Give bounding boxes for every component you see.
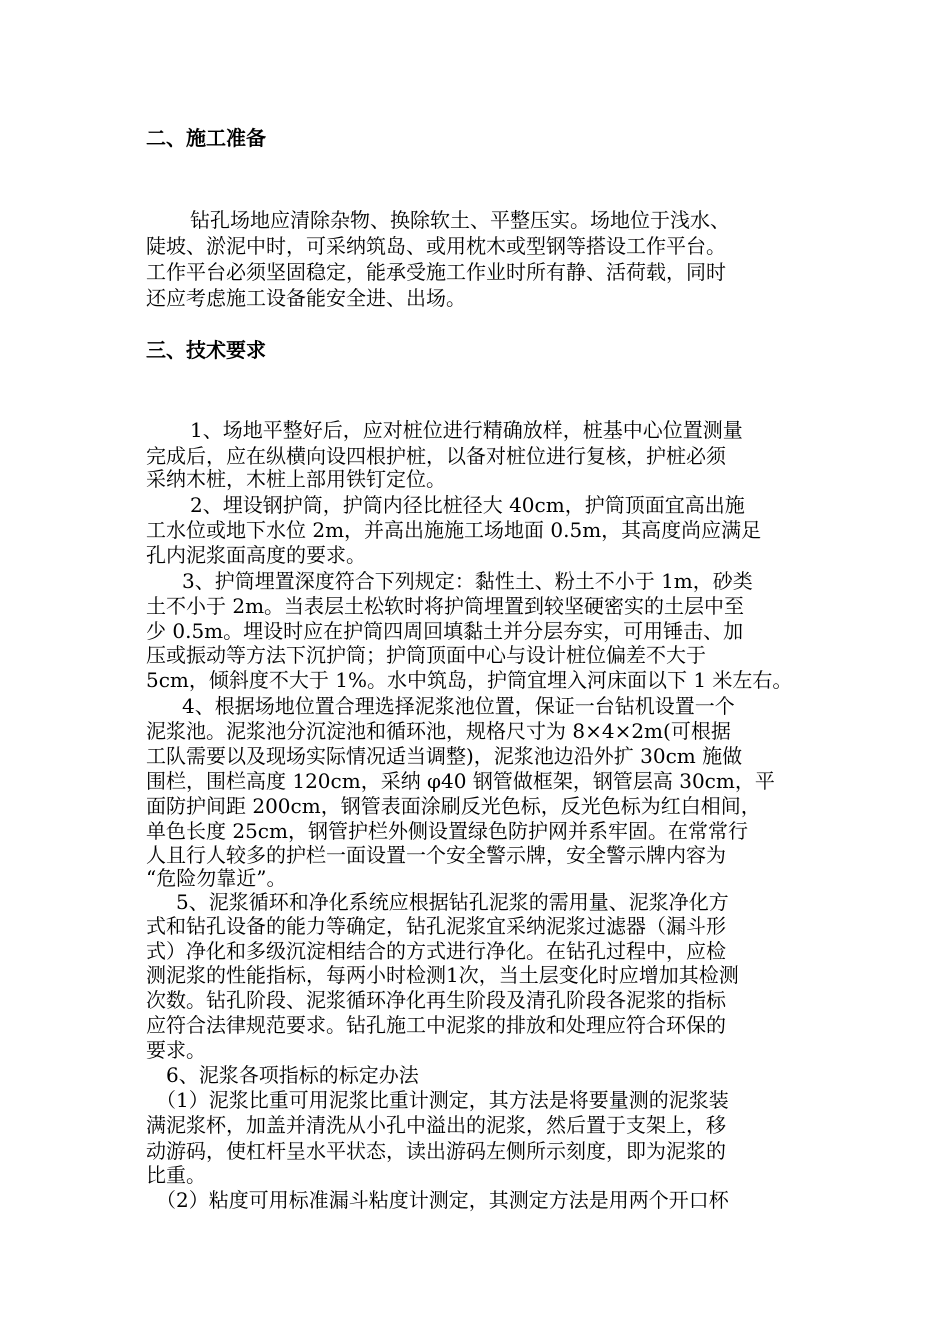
- paragraph-line: 1、场地平整好后，应对桩位进行精确放样，桩基中心位置测量: [190, 418, 743, 442]
- paragraph-line: 采纳木桩，木桩上部用铁钉定位。: [146, 467, 446, 491]
- paragraph-line: 3、护筒埋置深度符合下列规定：黏性土、粉土不小于 1m，砂类: [182, 569, 753, 593]
- paragraph-line: 工队需要以及现场实际情况适当调整)，泥浆池边沿外扩 30cm 施做: [146, 744, 743, 768]
- paragraph-line: 动游码，使杠杆呈水平状态，读出游码左侧所示刻度，即为泥浆的: [146, 1139, 726, 1163]
- paragraph-line: 式和钻孔设备的能力等确定，钻孔泥浆宜采纳泥浆过滤器（漏斗形: [146, 914, 726, 938]
- paragraph-line: 土不小于 2m。当表层土松软时将护筒埋置到较坚硬密实的土层中至: [146, 594, 745, 618]
- paragraph-line: 5、泥浆循环和净化系统应根据钻孔泥浆的需用量、泥浆净化方: [176, 890, 729, 914]
- section-heading-preparation: 二、施工准备: [146, 126, 266, 150]
- paragraph-line: 围栏，围栏高度 120cm，采纳 φ40 钢管做框架，钢管层高 30cm，平: [146, 769, 775, 793]
- paragraph-line: 6、泥浆各项指标的标定办法: [166, 1063, 419, 1087]
- paragraph-line: 压或振动等方法下沉护筒；护筒顶面中心与设计桩位偏差不大于: [146, 643, 706, 667]
- paragraph-line: 还应考虑施工设备能安全进、出场。: [146, 286, 466, 310]
- paragraph-line: 泥浆池。泥浆池分沉淀池和循环池，规格尺寸为 8×4×2m(可根据: [146, 719, 731, 743]
- paragraph-line: 次数。钻孔阶段、泥浆循环净化再生阶段及清孔阶段各泥浆的指标: [146, 988, 726, 1012]
- paragraph-line: 应符合法律规范要求。钻孔施工中泥浆的排放和处理应符合环保的: [146, 1013, 726, 1037]
- paragraph-line: “危险勿靠近”。: [146, 866, 287, 890]
- paragraph-line: 陡坡、淤泥中时，可采纳筑岛、或用枕木或型钢等搭设工作平台。: [146, 234, 726, 258]
- section-heading-requirements: 三、技术要求: [146, 338, 266, 362]
- paragraph-line: 4、根据场地位置合理选择泥浆池位置，保证一台钻机设置一个: [182, 694, 735, 718]
- paragraph-line: 少 0.5m。埋设时应在护筒四周回填黏土并分层夯实，可用锤击、加: [146, 619, 744, 643]
- paragraph-line: 完成后，应在纵横向设四根护桩，以备对桩位进行复核，护桩必须: [146, 444, 726, 468]
- paragraph-line: 5cm，倾斜度不大于 1%。水中筑岛，护筒宜埋入河床面以下 1 米左右。: [146, 668, 793, 692]
- paragraph-line: 单色长度 25cm，钢管护栏外侧设置绿色防护网并系牢固。在常常行: [146, 819, 748, 843]
- paragraph-line: （1）泥浆比重可用泥浆比重计测定，其方法是将要量测的泥浆装: [156, 1088, 729, 1112]
- paragraph-line: 钻孔场地应清除杂物、换除软土、平整压实。场地位于浅水、: [190, 208, 730, 232]
- paragraph-line: 2、埋设钢护筒，护筒内径比桩径大 40cm，护筒顶面宜高出施: [190, 493, 745, 517]
- paragraph-line: 式）净化和多级沉淀相结合的方式进行净化。在钻孔过程中，应检: [146, 939, 726, 963]
- paragraph-line: 要求。: [146, 1038, 206, 1062]
- paragraph-line: 人且行人较多的护栏一面设置一个安全警示牌，安全警示牌内容为: [146, 843, 726, 867]
- paragraph-line: 测泥浆的性能指标，每两小时检测1次，当土层变化时应增加其检测: [146, 963, 739, 987]
- paragraph-line: 比重。: [146, 1163, 206, 1187]
- paragraph-line: 工水位或地下水位 2m，并高出施施工场地面 0.5m，其高度尚应满足: [146, 518, 762, 542]
- paragraph-line: 满泥浆杯，加盖并清洗从小孔中溢出的泥浆，然后置于支架上，移: [146, 1113, 726, 1137]
- paragraph-line: 面防护间距 200cm，钢管表面涂刷反光色标，反光色标为红白相间，: [146, 794, 761, 818]
- paragraph-line: （2）粘度可用标准漏斗粘度计测定，其测定方法是用两个开口杯: [156, 1188, 729, 1212]
- paragraph-line: 孔内泥浆面高度的要求。: [146, 543, 366, 567]
- paragraph-line: 工作平台必须坚固稳定，能承受施工作业时所有静、活荷载，同时: [146, 260, 726, 284]
